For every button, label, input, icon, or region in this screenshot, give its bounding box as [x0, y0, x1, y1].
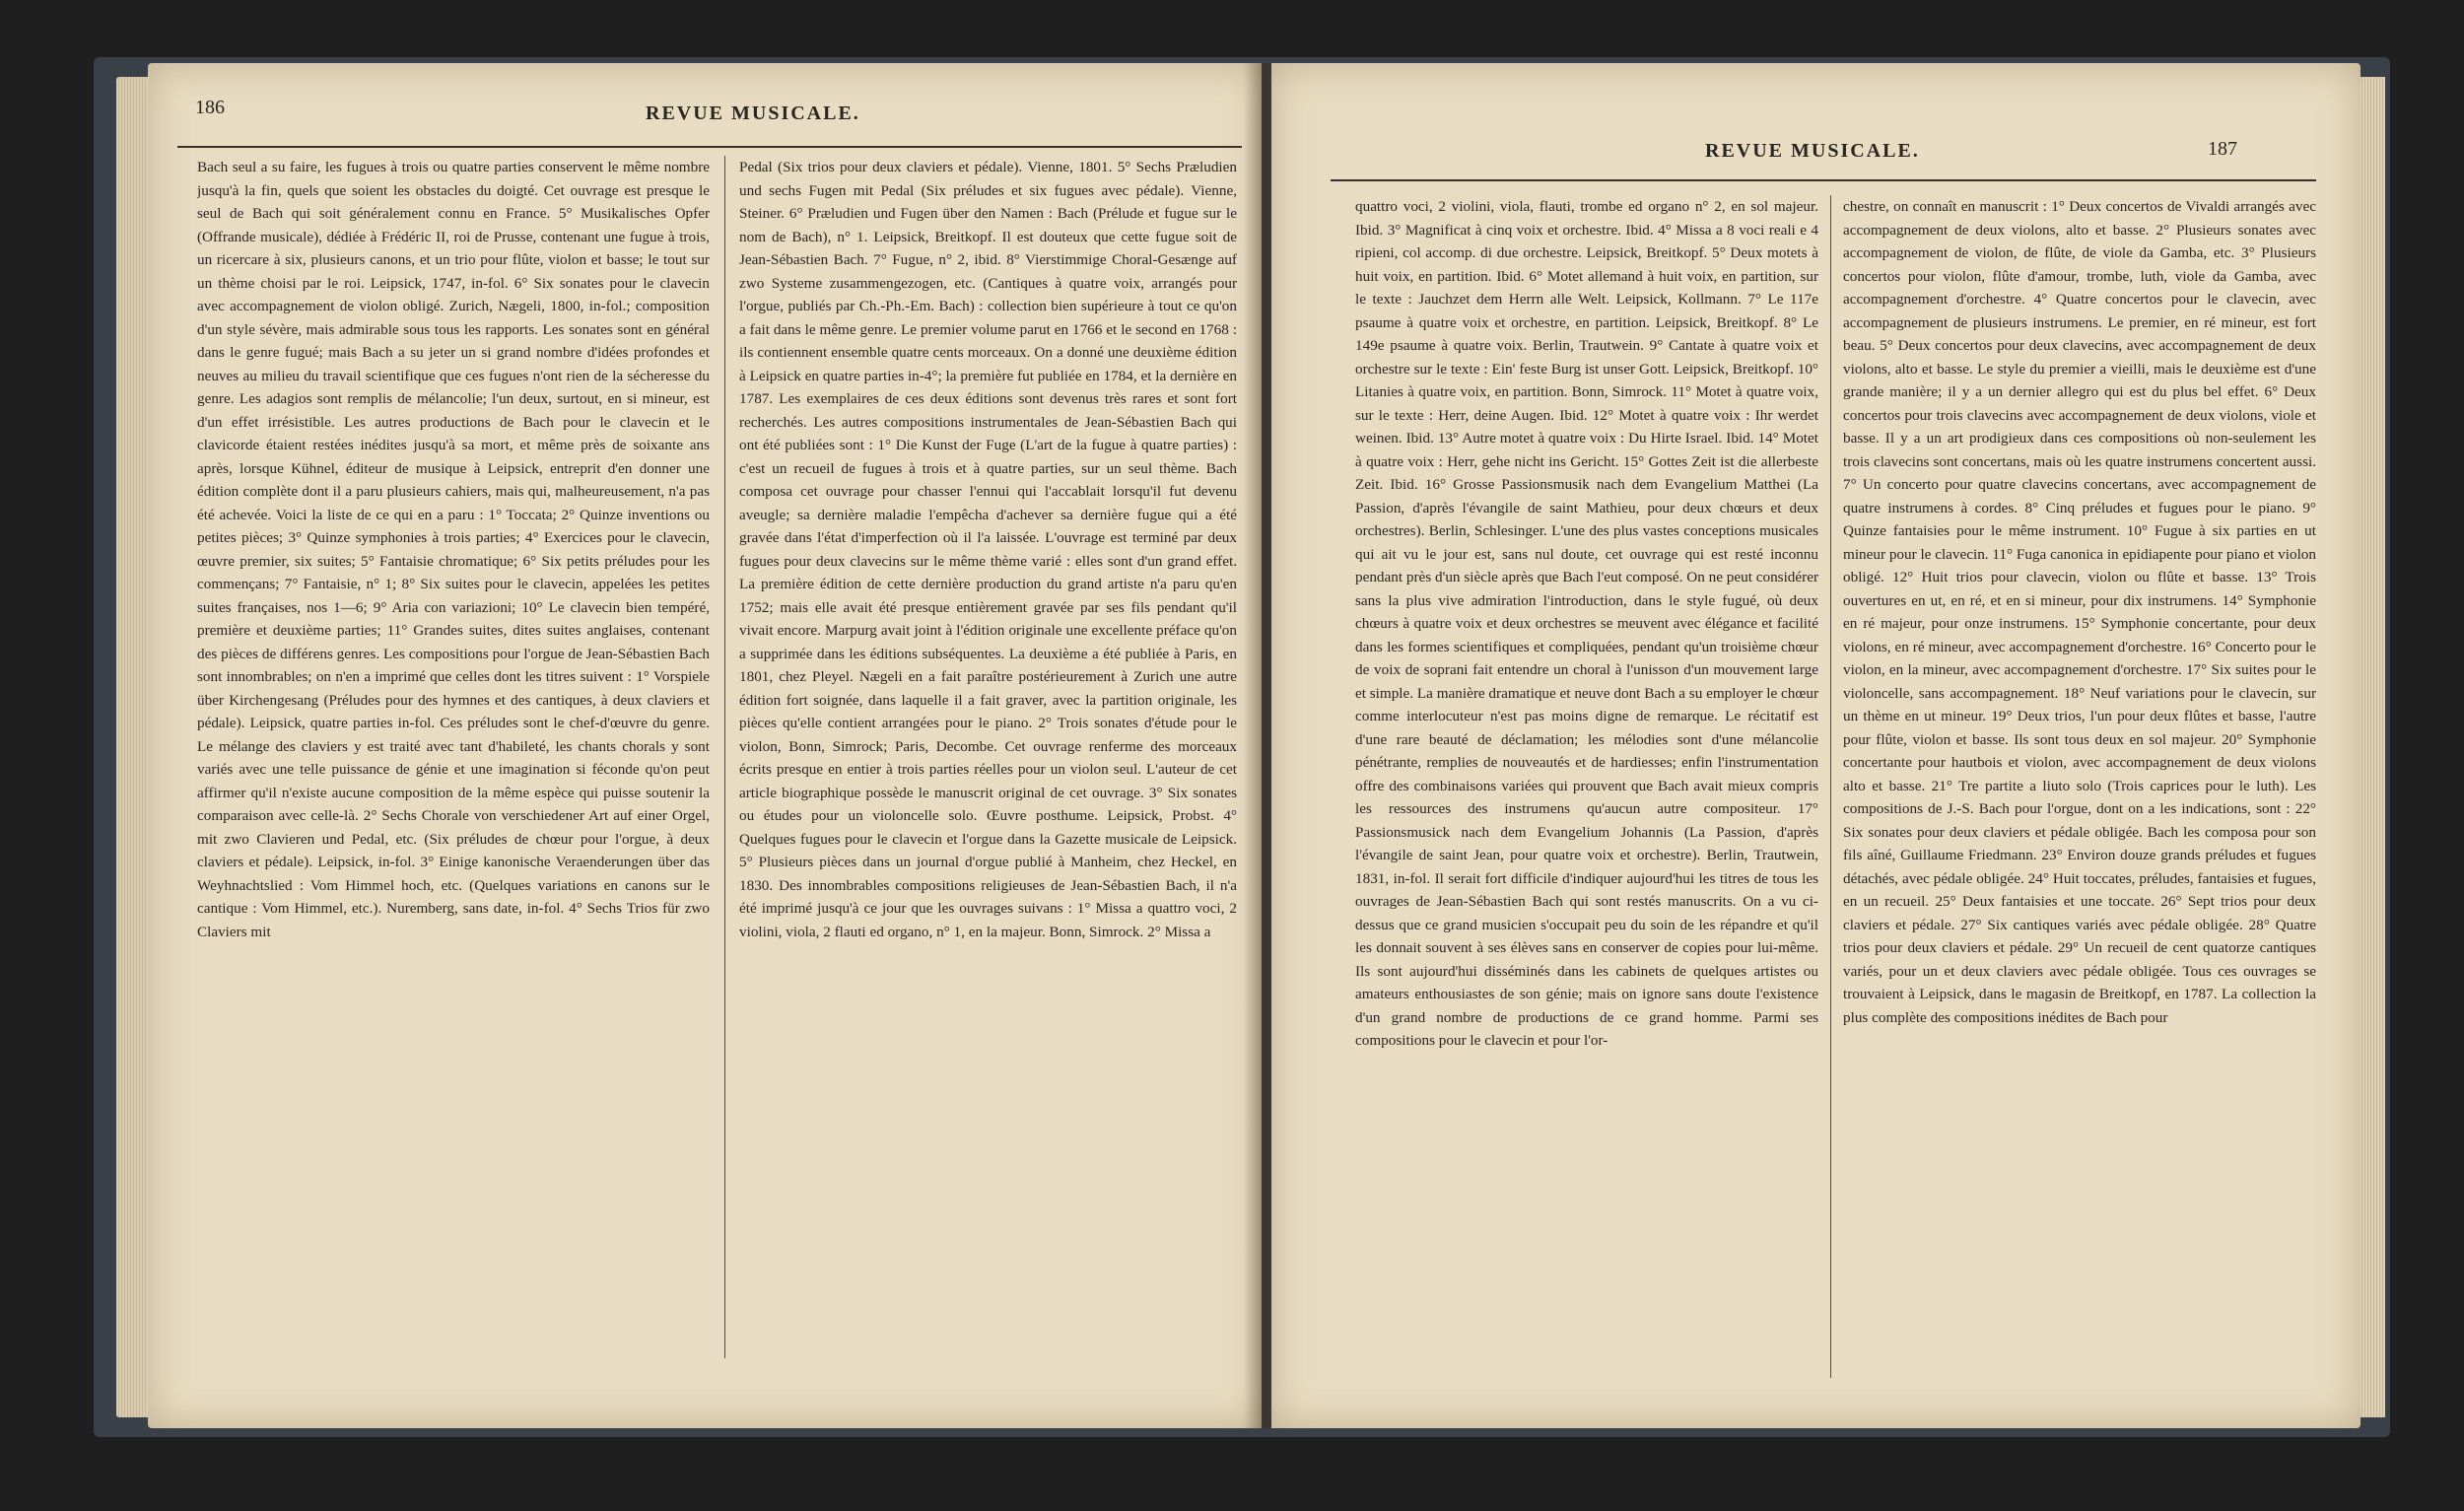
- left-page-number: 186: [195, 97, 225, 118]
- right-column-1: quattro voci, 2 violini, viola, flauti, trombe ed organo n° 2, en sol majeur. Ibid. 3° Magnificat à cinq voix et orchestre. Ibid. 4° Missa a 8 voci reali e 4 ripieni, col accomp. di due orchestre. Leipsick, Breitkopf. 5° Deux motets à huit voix, en partition. Ibid. 6° Motet allemand à huit voix, en partition, sur le texte : Jauchzet dem Herrn alle Welt. Leipsick, Kollmann. 7° Le 117e psaume à quatre voix et orchestre, en partition. Leipsick, Breitkopf. 8° Le 149e psaume à quatre voix. Berlin, Trautwein. 9° Cantate à quatre voix et orchestre sur le texte : Ein' feste Burg ist unser Gott. Leipsick, Breitkopf. 10° Litanies à quatre voix, en partition. Bonn, Simrock. 11° Motet à quatre voix, sur le texte : Herr, deine Augen. Ibid. 12° Motet à quatre voix : Ihr werdet weinen. Ibid. 13° Autre motet à quatre voix : Du Hirte Israel. Ibid. 14° Motet à quatre voix : Herr, gehe nicht ins Gericht. 15° Gottes Zeit ist die allerbeste Zeit. Ibid. 16° Grosse Passionsmusik nach dem Evangelium Matthei (La Passion, d'après l'évangile de saint Mathieu, pour deux chœurs et deux orchestres). Berlin, Schlesinger. L'une des plus vastes conceptions musicales qui ait vu le jour est, sans nul doute, cet ouvrage qui est resté inconnu pendant près d'un siècle après que Bach l'eut composé. On ne peut considérer sans la plus vive admiration l'introduction, dans le style fugué, où deux chœurs à quatre voix et deux orchestres se meuvent avec élégance et facilité dans les formes scientifiques et compliquées, pendant qu'un troisième chœur de voix de soprani fait entendre un choral à l'unisson d'un mouvement large et simple. La manière dramatique et neuve dont Bach a su employer le chœur comme interlocuteur n'est pas moins digne de remarque. Le récitatif est d'une rare beauté de déclamation; les mélodies sont d'une mélancolie pénétrante, remplies de nouveautés et de hardiesses; enfin l'instrumentation offre des combinaisons variées qui prouvent que Bach avait mieux compris les ressources des instrumens qu'aucun autre compositeur. 17° Passionsmusick nach dem Evangelium Johannis (La Passion, d'après l'évangile de saint Jean, pour quatre voix et orchestre). Berlin, Trautwein, 1831, in-fol. Il serait fort difficile d'indiquer aujourd'hui les titres de tous les ouvrages de Jean-Sébastien Bach qui sont restés manuscrits. On a vu ci-dessus que ce grand musicien s'occupait peu du soin de les répandre et qu'il les donnait souvent à ses élèves sans en conserver de copies pour lui-même. Ils sont aujourd'hui disséminés dans les cabinets de quelques artistes ou amateurs enthousiastes de son génie; mais on ignore sans doute l'existence d'un grand nombre de productions de ce grand homme. Parmi ses compositions pour le clavecin et pour l'or-: [1355, 198, 1818, 1049]
- right-running-head: REVUE MUSICALE.: [1705, 140, 1920, 162]
- left-column-2: Pedal (Six trios pour deux claviers et pédale). Vienne, 1801. 5° Sechs Præludien und sechs Fugen mit Pedal (Six préludes et six fugues avec pédale). Vienne, Steiner. 6° Præludien und Fugen über den Namen : Bach (Prélude et fugue sur le nom de Bach), n° 1. Leipsick, Breitkopf. Il est douteux que cette fugue soit de Jean-Sébastien Bach. 7° Fugue, n° 2, ibid. 8° Vierstimmige Choral-Gesænge auf zwo Systeme zusammengezogen, etc. (Cantiques à quatre voix, arrangés pour l'orgue, publiés par Ch.-Ph.-Em. Bach) : collection bien supérieure à tout ce qu'on a fait dans le même genre. Le premier volume parut en 1766 et le second en 1768 : ils contiennent ensemble quatre cents morceaux. On a donné une deuxième édition à Leipsick en quatre parties in-4°; la première fut publiée en 1784, et la dernière en 1787. Les exemplaires de ces deux éditions sont devenus très rares et sont fort recherchés. Les autres compositions instrumentales de Jean-Sébastien Bach qui ont été publiées sont : 1° Die Kunst der Fuge (L'art de la fugue à quatre parties) : c'est un recueil de fugues à trois et à quatre parties, sur un seul thème. Bach composa cet ouvrage pour chasser l'ennui qui l'accablait lorsqu'il fut devenu aveugle; sa dernière maladie l'empêcha d'achever sa dernière fugue qui a été gravée dans l'état d'imperfection où il l'a laissée. L'ouvrage est terminé par deux fugues pour deux clavecins sur le même thème varié : elles sont d'un grand effet. La première édition de cette dernière production du grand artiste n'a paru qu'en 1752; mais elle avait été presque entièrement gravée par ses fils pendant qu'il vivait encore. Marpurg avait joint à l'édition originale une excellente préface qu'on a supprimée dans les éditions subséquentes. La deuxième a été publiée à Paris, en 1801, chez Pleyel. Nægeli en a fait paraître postérieurement à Zurich une autre édition fort soignée, dans laquelle il a fait graver, avec la partition originale, les pièces qu'elle contient arrangées pour le piano. 2° Trois sonates d'étude pour le violon, Bonn, Simrock; Paris, Decombe. Cet ouvrage renferme des morceaux écrits presque en entier à trois parties réelles pour un violon seul. L'auteur de cet article biographique possède le manuscrit original de cet ouvrage. 3° Six sonates ou études pour un violoncelle solo. Œuvre posthume. Leipsick, Probst. 4° Quelques fugues pour le clavecin et l'orgue dans la Gazette musicale de Leipsick. 5° Plusieurs pièces dans un journal d'orgue publié à Manheim, chez Heckel, en 1830. Des innombrables compositions religieuses de Jean-Sébastien Bach, il n'a été imprimé jusqu'à ce jour que les ouvrages suivans : 1° Missa a quattro voci, 2 violini, viola, 2 flauti ed organo, n° 1, en la majeur. Bonn, Simrock. 2° Missa a: [739, 159, 1237, 940]
- left-header-rule: [177, 146, 1242, 148]
- right-header-rule: [1331, 179, 2316, 181]
- right-page: [1271, 63, 2361, 1428]
- left-page-edges: [116, 77, 150, 1417]
- right-column-2: chestre, on connaît en manuscrit : 1° Deux concertos de Vivaldi arrangés avec accompagnement de deux violons, alto et basse. 2° Plusieurs sonates avec accompagnement de violon, de flûte, de viole da Gamba, etc. 3° Plusieurs concertos pour violon, flûte d'amour, trombe, luth, viole da Gamba, avec accompagnement d'orchestre. 4° Quatre concertos pour le clavecin, avec accompagnement de plusieurs instrumens. Le premier, en ré mineur, est fort beau. 5° Deux concertos pour deux clavecins, avec accompagnement de deux violons, alto et basse. Le style du premier a vieilli, mais le deuxième est d'une grande manière; il y a un dernier allegro qui est du plus bel effet. 6° Deux concertos pour trois clavecins avec accompagnement de deux violons, viole et basse. Il y a un art prodigieux dans ces compositions où non-seulement les trois clavecins sont concertans, mais où les quatre instrumens concertent aussi. 7° Un concerto pour quatre clavecins concertans, avec accompagnement de quatre instrumens à cordes. 8° Cinq préludes et fugues pour le piano. 9° Quinze fantaisies pour le même instrument. 10° Fugue à six parties en ut mineur pour le clavecin. 11° Fuga canonica in epidiapente pour piano et violon obligé. 12° Huit trios pour clavecin, violon ou flûte et basse. 13° Trois ouvertures en ut, en ré, et en si mineur, pour dix instrumens. 14° Symphonie en ré majeur, pour onze instrumens. 15° Symphonie concertante, pour deux violons, en ré mineur, avec accompagnement d'orchestre. 16° Concerto pour le violon, en la mineur, avec accompagnement d'orchestre. 17° Six suites pour le violoncelle, sans accompagnement. 18° Neuf variations pour le clavecin, sur un thème en ut mineur. 19° Deux trios, l'un pour deux flûtes et basse, l'autre pour flûte, violon et basse. Ils sont tous deux en sol majeur. 20° Symphonie concertante pour hautbois et violon, avec accompagnement de deux violons alto et basse. 21° Tre partite a liuto solo (Trois caprices pour le luth). Les compositions de J.-S. Bach pour l'orgue, dont on a les indications, sont : 22° Six sonates pour deux claviers et pédale obligée. Bach les composa pour son fils aîné, Guillaume Friedmann. 23° Environ douze grands préludes et fugues détachés, avec pédale obligée. 24° Huit toccates, préludes, fantaisies et fugues, en un recueil. 25° Deux fantaisies et une toccate. 26° Sept trios pour deux claviers et pédale. 27° Six cantiques variés avec pédale obligée. 28° Quatre trios pour deux claviers et pédale. 29° Un recueil de cent quatorze cantiques variés, pour un et deux claviers avec pédale obligée. Tous ces ouvrages se trouvaient à Leipsick, dans le magasin de Breitkopf, en 1787. La collection la plus complète des compositions inédites de Bach pour: [1843, 198, 2316, 1026]
- right-page-number: 187: [2208, 138, 2237, 160]
- right-column-divider: [1830, 195, 1831, 1378]
- left-column-1: Bach seul a su faire, les fugues à trois ou quatre parties conservent le même nombre jusqu'à la fin, quels que soient les obstacles du doigté. Cet ouvrage est presque le seul de Bach qui soit généralement connu en France. 5° Musikalisches Opfer (Offrande musicale), dédiée à Frédéric II, roi de Prusse, contenant une fugue à trois, un ricercare à six, plusieurs canons, et un trio pour flûte, violon et basse; le tout sur un thème choisi par le roi. Leipsick, 1747, in-fol. 6° Six sonates pour le clavecin avec accompagnement de violon obligé. Zurich, Nægeli, 1800, in-fol.; composition d'un style sévère, mais admirable sous tous les rapports. Les sonates sont en général dans le genre fugué; mais Bach a su jeter un si grand nombre d'idées profondes et neuves au milieu du travail scientifique que ces fugues n'ont rien de la sécheresse du genre. Les adagios sont remplis de mélancolie; l'un deux, surtout, en si mineur, est d'un effet irrésistible. Les autres productions de Bach pour le clavecin et le clavicorde étaient restées inédites jusqu'à sa mort, et même près de soixante ans après, lorsque Kühnel, éditeur de musique à Leipsick, entreprit d'en donner une édition complète dont il a paru plusieurs cahiers, mais qui, malheureusement, n'a pas été achevée. Voici la liste de ce qui en a paru : 1° Toccata; 2° Quinze inventions ou petites pièces; 3° Quinze symphonies à trois parties; 4° Exercices pour le clavecin, œuvre premier, six suites; 5° Fantaisie chromatique; 6° Six petits préludes pour les commençans; 7° Fantaisie, n° 1; 8° Six suites pour le clavecin, appelées les petites suites françaises, nos 1—6; 9° Aria con variazioni; 10° Le clavecin bien tempéré, première et deuxième parties; 11° Grandes suites, dites suites anglaises, contenant des pièces de différens genres. Les compositions pour l'orgue de Jean-Sébastien Bach sont innombrables; on n'en a imprimé que celles dont les titres suivent : 1° Vorspiele über Kirchengesang (Préludes pour des hymnes et des cantiques, à deux claviers et pédale). Leipsick, quatre parties in-fol. Ces préludes sont le chef-d'œuvre du genre. Le mélange des claviers y est traité avec tant d'habileté, les chants chorals y sont variés avec une telle puissance de génie et une imagination si féconde qu'on peut affirmer qu'il n'existe aucune composition de la même espèce qui puisse soutenir la comparaison avec celle-là. 2° Sechs Chorale von verschiedener Art auf einer Orgel, mit zwo Clavieren und Pedal, etc. (Six préludes de chœur pour l'orgue, à deux claviers et pédale). Leipsick, in-fol. 3° Einige kanonische Veraenderungen über das Weyhnachtslied : Vom Himmel hoch, etc. (Quelques variations en canons sur le cantique : Vom Himmel, etc.). Nuremberg, sans date, in-fol. 4° Sechs Trios für zwo Claviers mit: [197, 159, 710, 940]
- left-column-divider: [724, 156, 725, 1358]
- left-running-head: REVUE MUSICALE.: [646, 103, 860, 124]
- left-page: [148, 63, 1262, 1428]
